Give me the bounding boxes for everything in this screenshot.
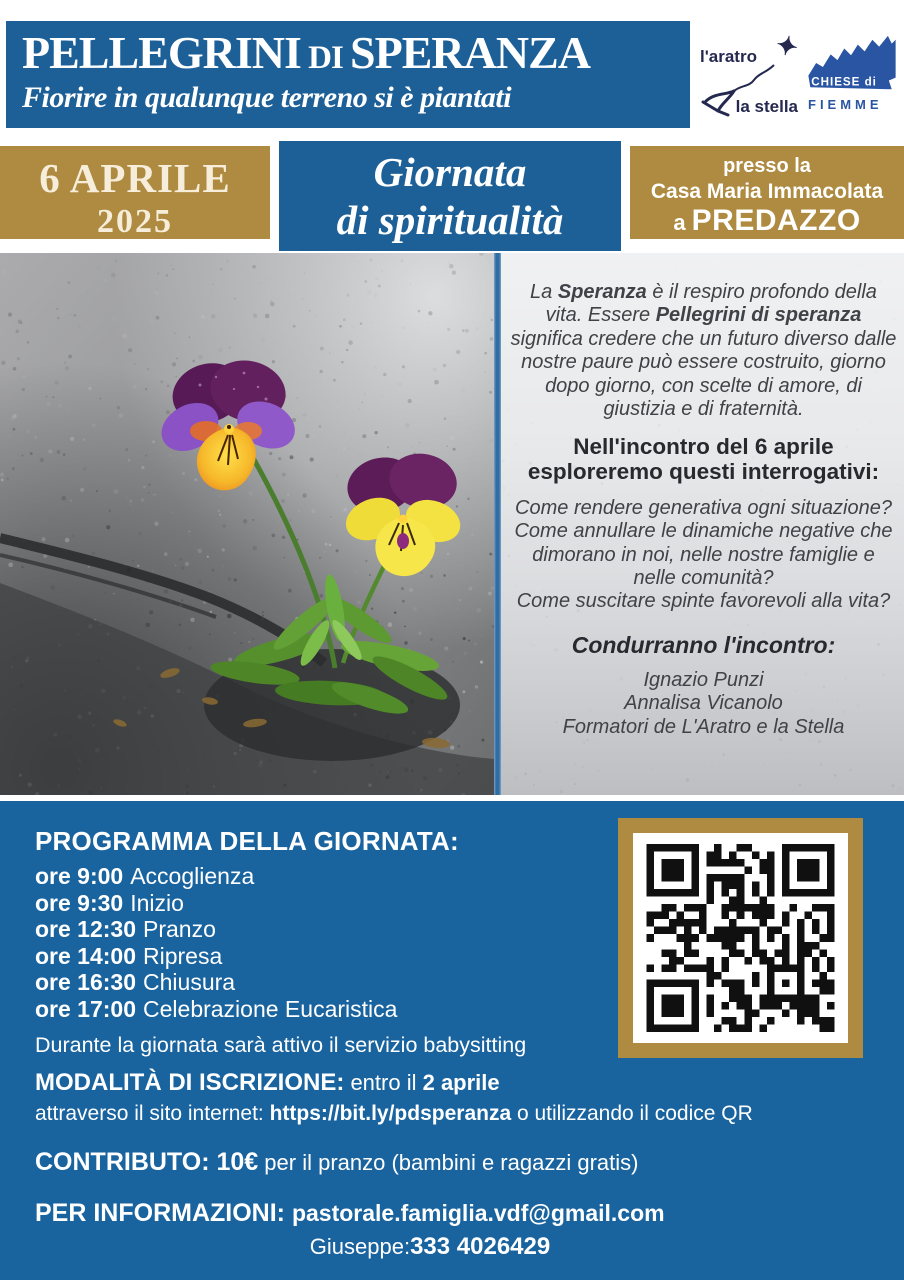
- schedule-label: Chiusura: [143, 969, 236, 995]
- event-date: 6 APRILE: [39, 155, 231, 201]
- photo-panel-divider: [494, 253, 501, 795]
- questions-heading: [509, 435, 898, 485]
- questions-heading-line1: Nell'incontro del 6 aprile: [573, 434, 834, 460]
- logo-area: [690, 21, 904, 128]
- venue-city: PREDAZZO: [691, 204, 861, 237]
- schedule-row: [35, 916, 397, 943]
- phone-number: 333 4026429: [410, 1233, 551, 1260]
- website-line: [35, 1102, 753, 1126]
- babysitting-note: Durante la giornata sarà attivo il servizio babysitting: [35, 1033, 527, 1057]
- schedule-time: ore 14:00: [35, 942, 137, 969]
- page-subtitle: Fiorire in qualunque terreno si è piantati: [22, 80, 512, 114]
- main-content: [0, 253, 904, 795]
- leader-name: Formatori de L'Aratro e la Stella: [562, 715, 845, 738]
- schedule-row: [35, 863, 397, 890]
- schedule-row: [35, 996, 397, 1023]
- leader-name: Annalisa Vicanolo: [624, 692, 783, 715]
- schedule-time: ore 17:00: [35, 995, 137, 1022]
- footer-section: [0, 801, 904, 1280]
- schedule-label: Pranzo: [143, 916, 216, 942]
- question-item: Come annullare le dinamiche negative che dimorano in noi, nelle nostre famiglie e nelle comunità?: [514, 520, 893, 590]
- questions-heading-line2: esploreremo questi interrogativi:: [527, 459, 880, 485]
- registration-deadline-prefix: entro il: [344, 1070, 423, 1095]
- website-suffix: o utilizzando il codice QR: [511, 1102, 753, 1125]
- email-address: pastorale.famiglia.vdf@gmail.com: [291, 1200, 665, 1226]
- schedule-label: Celebrazione Eucaristica: [143, 995, 398, 1022]
- event-year: 2025: [97, 203, 173, 240]
- leader-name: Ignazio Punzi: [643, 668, 764, 691]
- logo-aratro-text-top: l'aratro: [700, 47, 757, 66]
- program-heading: PROGRAMMA DELLA GIORNATA:: [35, 826, 459, 856]
- contribution-heading: CONTRIBUTO: 10€: [35, 1148, 259, 1176]
- schedule-row: [35, 890, 397, 917]
- venue-box: [630, 146, 904, 239]
- leaders-heading: Condurranno l'incontro:: [571, 631, 836, 658]
- venue-name: Casa Maria Immacolata: [650, 180, 884, 203]
- event-name-line-2: di spiritualità: [336, 196, 564, 243]
- intro-s3: è il respiro profondo della vita. Essere: [545, 281, 877, 327]
- question-item: Come suscitare spinte favorevoli alla vita?: [516, 590, 891, 613]
- intro-bold-pellegrini: Pellegrini di speranza: [655, 304, 862, 327]
- event-name-line-1: Giornata: [373, 149, 527, 195]
- schedule-time: ore 12:30: [35, 916, 137, 942]
- schedule-label: Inizio: [130, 889, 184, 916]
- page-title: [22, 27, 690, 78]
- date-box: [0, 146, 270, 239]
- pansy-photo: [0, 253, 494, 795]
- mountain-icon: [806, 33, 898, 97]
- qr-code: [618, 818, 863, 1058]
- program-schedule: [35, 863, 397, 1022]
- logo-fiemme-text-inside: CHIESE di: [811, 75, 877, 89]
- venue-presso: presso la: [723, 155, 811, 177]
- info-line: [35, 1199, 665, 1228]
- contribution-detail: per il pranzo (bambini e ragazzi gratis): [258, 1150, 639, 1175]
- website-prefix: attraverso il sito internet:: [35, 1102, 270, 1125]
- intro-bold-speranza: Speranza: [557, 281, 647, 303]
- logo-aratro-la-stella: [700, 29, 801, 119]
- registration-deadline: 2 aprile: [422, 1070, 500, 1095]
- schedule-time: ore 9:30: [35, 889, 124, 916]
- phone-line: [0, 1233, 860, 1261]
- schedule-row: [35, 969, 397, 996]
- schedule-time: ore 9:00: [35, 863, 124, 889]
- title-banner: [6, 21, 690, 128]
- schedule-row: [35, 943, 397, 970]
- star-icon: ✦: [773, 29, 801, 63]
- venue-city-line: [630, 204, 904, 238]
- schedule-time: ore 16:30: [35, 969, 137, 995]
- logo-fiemme-text-below: FIEMME: [808, 97, 883, 112]
- registration-line: [35, 1069, 500, 1097]
- questions-list: [509, 497, 898, 614]
- website-url: https://bit.ly/pdsperanza: [269, 1102, 512, 1125]
- registration-heading: MODALITÀ DI ISCRIZIONE:: [35, 1069, 345, 1096]
- intro-s5: significa credere che un futuro diverso dalle nostre paure può essere costruito, giorno dopo giorno, con scelte di amore, di giustizia e di fraternità.: [510, 327, 897, 420]
- title-word-1: PELLEGRINI: [22, 27, 301, 78]
- title-word-2: SPERANZA: [350, 27, 590, 78]
- title-di: DI: [300, 40, 351, 76]
- info-heading: PER INFORMAZIONI:: [35, 1199, 292, 1227]
- contribution-line: [35, 1148, 638, 1177]
- logo-aratro-text-bottom: la stella: [735, 97, 798, 116]
- intro-paragraph: [509, 281, 898, 421]
- intro-s1: La: [530, 281, 558, 303]
- event-name-box: [279, 141, 621, 251]
- venue-city-prefix: a: [673, 210, 692, 235]
- leaders-list: [509, 669, 898, 739]
- contact-name: Giuseppe:: [309, 1234, 411, 1259]
- text-panel: [501, 253, 904, 795]
- schedule-label: Ripresa: [143, 942, 223, 969]
- question-item: Come rendere generativa ogni situazione?: [515, 496, 892, 519]
- schedule-label: Accoglienza: [130, 863, 255, 889]
- logo-chiese-di-fiemme: [806, 33, 898, 125]
